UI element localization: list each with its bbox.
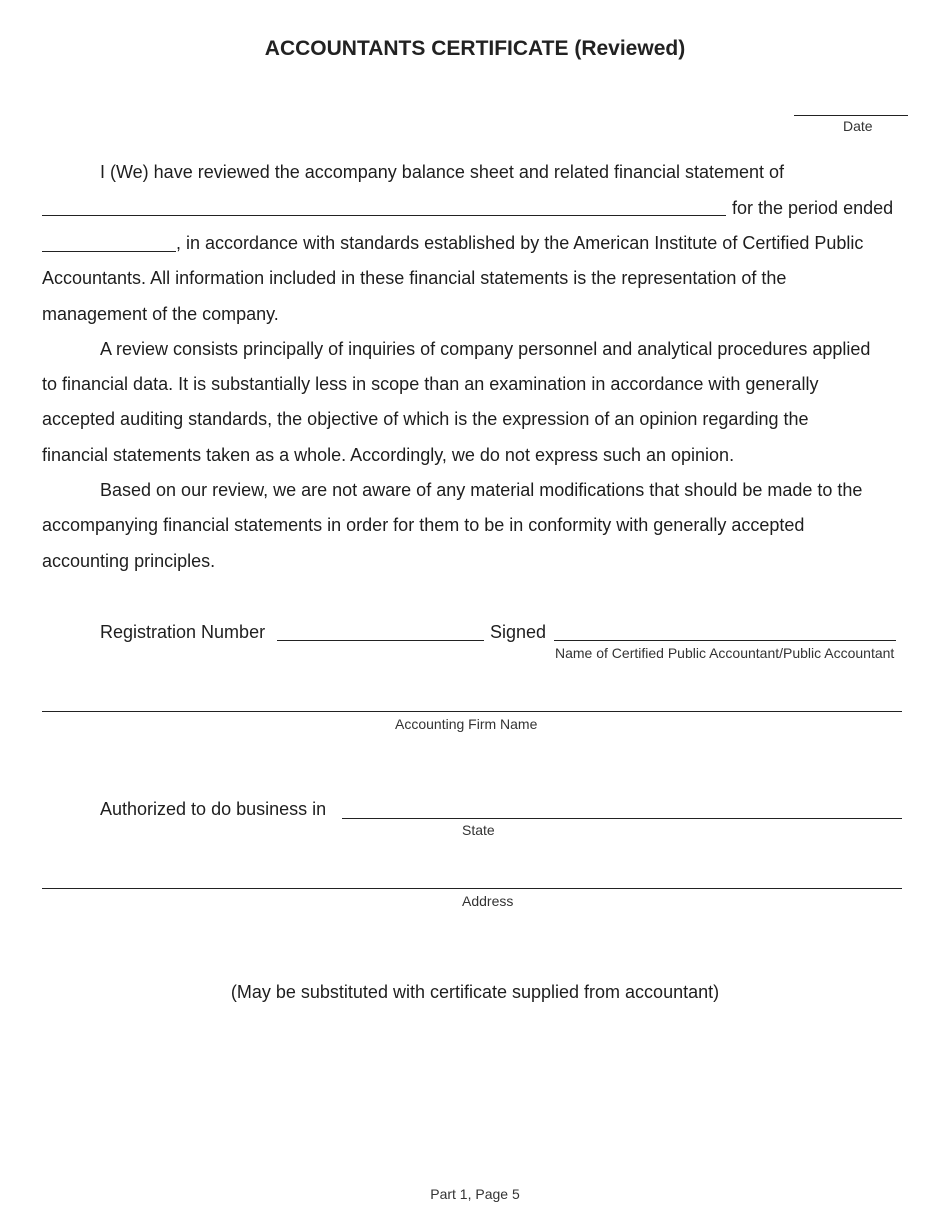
address-field[interactable] <box>42 888 902 889</box>
para2-line3: accepted auditing standards, the objective of which is the expression of an opinion regarding the <box>42 409 809 429</box>
para2-line1: A review consists principally of inquiries of company personnel and analytical procedures applied <box>100 339 871 359</box>
para3-line3: accounting principles. <box>42 551 216 571</box>
signature-field[interactable] <box>554 640 896 641</box>
date-caption: Date <box>843 118 873 134</box>
firm-name-field[interactable] <box>42 711 902 712</box>
para2-line2: to financial data. It is substantially less in scope than an examination in accordance with generally <box>42 374 819 394</box>
signer-caption: Name of Certified Public Accountant/Public Accountant <box>555 645 895 661</box>
substitution-note: (May be substituted with certificate supplied from accountant) <box>230 982 720 1002</box>
para1-line4: Accountants. All information included in these financial statements is the representation of the <box>42 268 787 288</box>
page-footer: Part 1, Page 5 <box>430 1186 520 1202</box>
period-ended-field[interactable] <box>42 251 176 252</box>
authorized-label: Authorized to do business in <box>100 799 327 819</box>
registration-label: Registration Number <box>100 622 266 642</box>
firm-name-caption: Accounting Firm Name <box>395 716 538 732</box>
para1-line2-suffix: for the period ended <box>732 198 894 218</box>
signed-label: Signed <box>490 622 547 642</box>
entity-name-field[interactable] <box>42 215 726 216</box>
state-caption: State <box>462 822 495 838</box>
address-caption: Address <box>462 893 514 909</box>
page-title: ACCOUNTANTS CERTIFICATE (Reviewed) <box>264 37 686 60</box>
para1-line5: management of the company. <box>42 304 279 324</box>
state-field[interactable] <box>342 818 902 819</box>
para2-line4: financial statements taken as a whole. Accordingly, we do not express such an opinion. <box>42 445 735 465</box>
para3-line1: Based on our review, we are not aware of any material modifications that should be made to the <box>100 480 863 500</box>
date-line[interactable] <box>794 115 908 116</box>
registration-number-field[interactable] <box>277 640 484 641</box>
para3-line2: accompanying financial statements in order for them to be in conformity with generally accepted <box>42 515 805 535</box>
para1-line3-suffix: , in accordance with standards established by the American Institute of Certified Public <box>176 233 864 253</box>
para1-line1: I (We) have reviewed the accompany balance sheet and related financial statement of <box>100 162 785 182</box>
